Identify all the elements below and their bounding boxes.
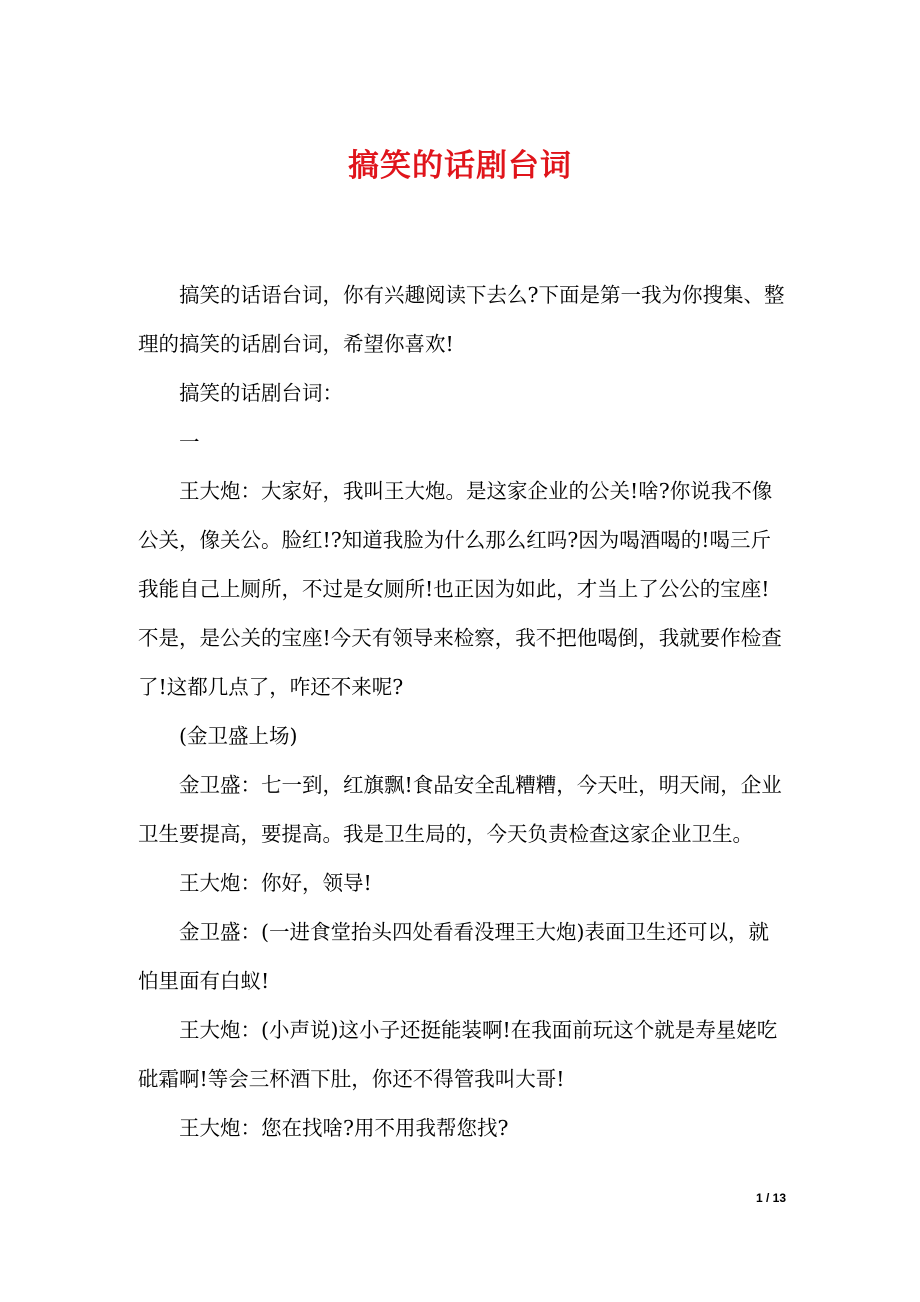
paragraph-dialogue: 王大炮：您在找啥?用不用我帮您找? — [179, 1116, 509, 1140]
paragraph-dialogue: 王大炮：(小声说)这小子还挺能装啊!在我面前玩这个就是寿星姥吃砒霜啊!等会三杯酒下肚，你还不得管我叫大哥! — [138, 1018, 778, 1091]
page-number: 1 / 13 — [755, 1191, 786, 1205]
paragraph-dialogue: 王大炮：你好，领导! — [179, 871, 372, 895]
paragraph-section-heading: 搞笑的话剧台词： — [179, 381, 343, 405]
paragraph-dialogue: 金卫盛：七一到，红旗飘!食品安全乱糟糟，今天吐，明天闹，企业卫生要提高，要提高。我是卫生局的，今天负责检查这家企业卫生。 — [138, 773, 782, 846]
page-title: 搞笑的话剧台词 — [348, 148, 572, 184]
paragraph-stage-direction: (金卫盛上场) — [179, 724, 298, 748]
paragraph-dialogue: 金卫盛：(一进食堂抬头四处看看没理王大炮)表面卫生还可以，就怕里面有白蚁! — [138, 920, 769, 993]
paragraph-intro: 搞笑的话语台词，你有兴趣阅读下去么?下面是第一我为你搜集、整理的搞笑的话剧台词，希望你喜欢! — [138, 283, 785, 356]
paragraph-section-number: 一 — [179, 430, 200, 454]
document-body — [138, 271, 786, 1153]
paragraph-dialogue: 王大炮：大家好，我叫王大炮。是这家企业的公关!啥?你说我不像公关，像关公。脸红!?知道我脸为什么那么红吗?因为喝酒喝的!喝三斤我能自己上厕所，不过是女厕所!也正因为如此，才当上了公公的宝座!不是，是公关的宝座!今天有领导来检察，我不把他喝倒，我就要作检查了!这都几点了，咋还不来呢? — [138, 479, 782, 699]
